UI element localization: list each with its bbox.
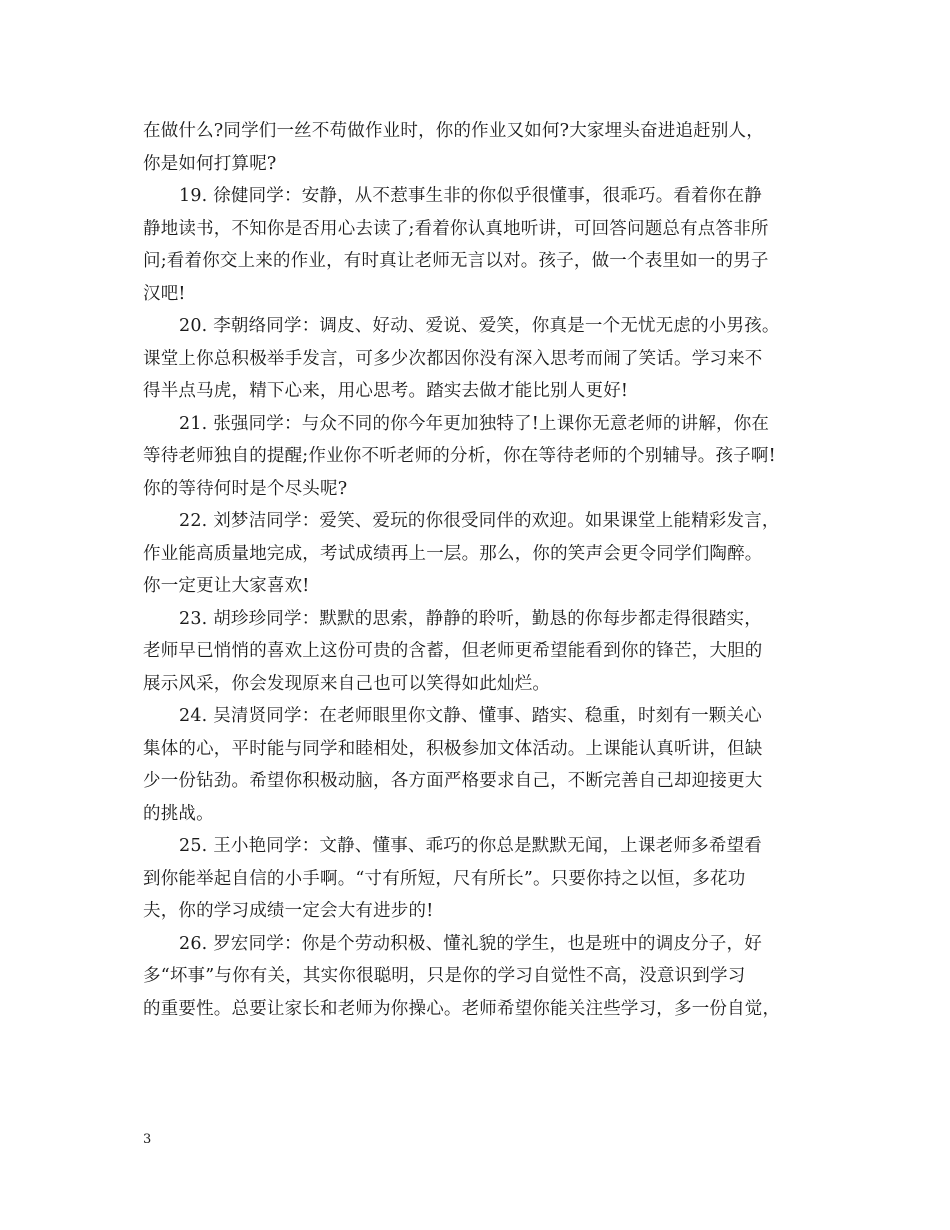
body-text: [143, 115, 823, 1025]
text-line: 作业能高质量地完成，考试成绩再上一层。那么，你的笑声会更令同学们陶醉。: [143, 543, 763, 564]
text-line: 多“坏事”与你有关，其实你很聪明，只是你的学习自觉性不高，没意识到学习: [143, 966, 746, 986]
text-line: 问;看着你交上来的作业，有时真让老师无言以对。孩子，做一个表里如一的男子: [143, 251, 769, 271]
text-line: 你的等待何时是个尽头呢?: [143, 478, 348, 499]
text-line: 22. 刘梦洁同学：爱笑、爱玩的你很受同伴的欢迎。如果课堂上能精彩发言，: [179, 511, 780, 531]
text-line: 到你能举起自信的小手啊。“寸有所短，尺有所长”。只要你持之以恒，多花功: [143, 868, 746, 889]
text-line: 少一份钻劲。希望你积极动脑，各方面严格要求自己，不断完善自己却迎接更大: [143, 771, 763, 791]
text-line: 的重要性。总要让家长和老师为你操心。老师希望你能关注些学习，多一份自觉，: [143, 998, 781, 1019]
text-line: 老师早已悄悄的喜欢上这份可贵的含蓄，但老师更希望能看到你的锋芒，大胆的: [143, 641, 763, 661]
text-line: 20. 李朝络同学：调皮、好动、爱说、爱笑，你真是一个无忧无虑的小男孩。: [179, 316, 780, 336]
text-line: 23. 胡珍珍同学：默默的思索，静静的聆听，勤恳的你每步都走得很踏实，: [179, 608, 762, 629]
text-line: 21. 张强同学：与众不同的你今年更加独特了!上课你无意老师的讲解，你在: [179, 413, 770, 434]
text-line: 你一定更让大家喜欢!: [143, 576, 310, 596]
text-line: 在做什么?同学们一丝不苟做作业时，你的作业又如何?大家埋头奋进追赶别人，: [143, 121, 764, 141]
text-line: 汉吧!: [143, 283, 186, 304]
text-line: 夫，你的学习成绩一定会大有进步的!: [143, 901, 434, 921]
text-line: 19. 徐健同学：安静，从不惹事生非的你似乎很懂事，很乖巧。看着你在静: [179, 186, 762, 206]
text-line: 静地读书，不知你是否用心去读了;看着你认真地听讲，可回答问题总有点答非所: [143, 218, 769, 239]
text-line: 的挑战。: [143, 803, 214, 824]
text-line: 集体的心，平时能与同学和睦相处，积极参加文体活动。上课能认真听讲，但缺: [143, 738, 763, 759]
text-line: 展示风采，你会发现原来自己也可以笑得如此灿烂。: [143, 673, 551, 694]
text-line: 得半点马虎，精下心来，用心思考。踏实去做才能比别人更好!: [143, 381, 629, 401]
page-number: 3: [143, 1132, 152, 1147]
text-line: 等待老师独自的提醒;作业你不听老师的分析，你在等待老师的个别辅导。孩子啊!: [143, 446, 776, 466]
text-line: 你是如何打算呢?: [143, 153, 277, 174]
text-line: 课堂上你总积极举手发言，可多少次都因你没有深入思考而闹了笑话。学习来不: [143, 348, 763, 369]
text-line: 24. 吴清贤同学：在老师眼里你文静、懂事、踏实、稳重，时刻有一颗关心: [179, 706, 762, 726]
text-line: 26. 罗宏同学：你是个劳动积极、懂礼貌的学生，也是班中的调皮分子，好: [179, 933, 762, 954]
text-line: 25. 王小艳同学：文静、懂事、乖巧的你总是默默无闻，上课老师多希望看: [179, 836, 762, 856]
